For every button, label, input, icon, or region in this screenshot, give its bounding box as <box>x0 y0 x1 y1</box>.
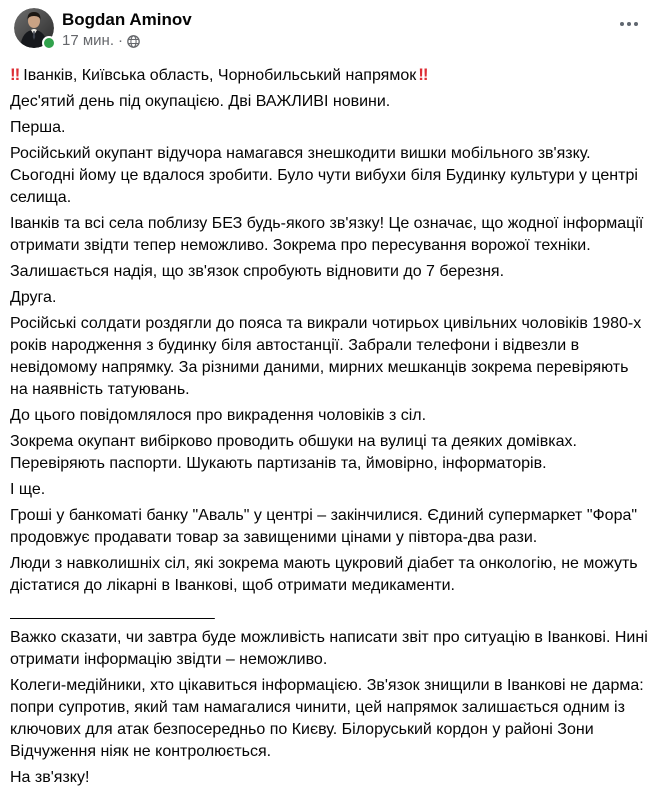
avatar[interactable] <box>14 8 54 48</box>
double-exclamation-emoji: ‼ <box>10 65 22 84</box>
post-paragraph: Друга. <box>10 289 57 306</box>
ellipsis-dot <box>634 22 638 26</box>
post-paragraph: До цього повідомлялося про викрадення чоловіків з сіл. <box>10 407 427 424</box>
post-meta <box>62 32 192 50</box>
online-status-dot <box>42 36 56 50</box>
post-text <box>0 50 658 789</box>
post-paragraph: Залишається надія, що зв'язок спробують відновити до 7 березня. <box>10 263 505 280</box>
post-paragraph: Колеги-медійники, хто цікавиться інформацією. Зв'язок знищили в Іванкові не дарма: попри супротив, який там намагалися чинити, цей напрямок залишається одним із ключових для атак безпосередньо по Києву. Білоруський кордон у районі Зони Відчуження ніяк не контролюється. <box>10 677 644 760</box>
post-paragraph: Зокрема окупант вибірково проводить обшуки на вулиці та деяких домівках. Перевіряють паспорти. Шукають партизанів та, ймовірно, інформаторів. <box>10 433 577 472</box>
post-paragraph: Іванків та всі села поблизу БЕЗ будь-якого зв'язку! Це означає, що жодної інформації отримати звідти тепер неможливо. Зокрема про пересування ворожої техніки. <box>10 215 644 254</box>
post-paragraph: Гроші у банкоматі банку "Аваль" у центрі – закінчилися. Єдиний супермаркет "Фора" продовжує продавати товар за завищеними цінами у півтора-два рази. <box>10 507 638 546</box>
ellipsis-dot <box>627 22 631 26</box>
post-paragraph: На зв'язку! <box>10 769 90 786</box>
globe-public-icon <box>127 35 140 48</box>
post-paragraph: Люди з навколишніх сіл, які зокрема мають цукровий діабет та онкологію, не можуть дістатися до лікарні в Іванкові, щоб отримати медикаменти. <box>10 555 638 594</box>
timestamp[interactable]: 17 мин. <box>62 32 114 49</box>
post-paragraph: Російські солдати роздягли до пояса та викрали чотирьох цивільних чоловіків 1980-х років народження з будинку біля автостанції. Забрали телефони і відвезли в невідомому напрямку. За різними даними, мирних мешканців зокрема перевіряють на наявність татуювань. <box>10 315 642 398</box>
post-paragraph: Важко сказати, чи завтра буде можливість написати звіт про ситуацію в Іванкові. Нині отримати інформацію звідти – неможливо. <box>10 629 648 668</box>
post-paragraph: Дес'ятий день під окупацією. Дві ВАЖЛИВІ новини. <box>10 93 391 110</box>
post-paragraph-highlight <box>10 64 648 87</box>
post-paragraph: Перша. <box>10 119 66 136</box>
post-paragraph: І ще. <box>10 481 46 498</box>
author-name[interactable]: Bogdan Aminov <box>62 10 192 29</box>
double-exclamation-emoji: ‼ <box>418 65 430 84</box>
header-texts <box>62 8 192 50</box>
highlight-text: Іванків, Київська область, Чорнобильський напрямок <box>23 67 417 84</box>
ellipsis-menu-icon[interactable] <box>618 16 640 32</box>
text-divider: _______________________ <box>10 603 215 620</box>
post-header <box>0 0 658 50</box>
ellipsis-dot <box>620 22 624 26</box>
post-paragraph: Російський окупант відучора намагався знешкодити вишки мобільного зв'язку. Сьогодні йому це вдалося зробити. Було чути вибухи біля Будинку культури у центрі селища. <box>10 145 638 206</box>
meta-separator: · <box>118 32 123 49</box>
